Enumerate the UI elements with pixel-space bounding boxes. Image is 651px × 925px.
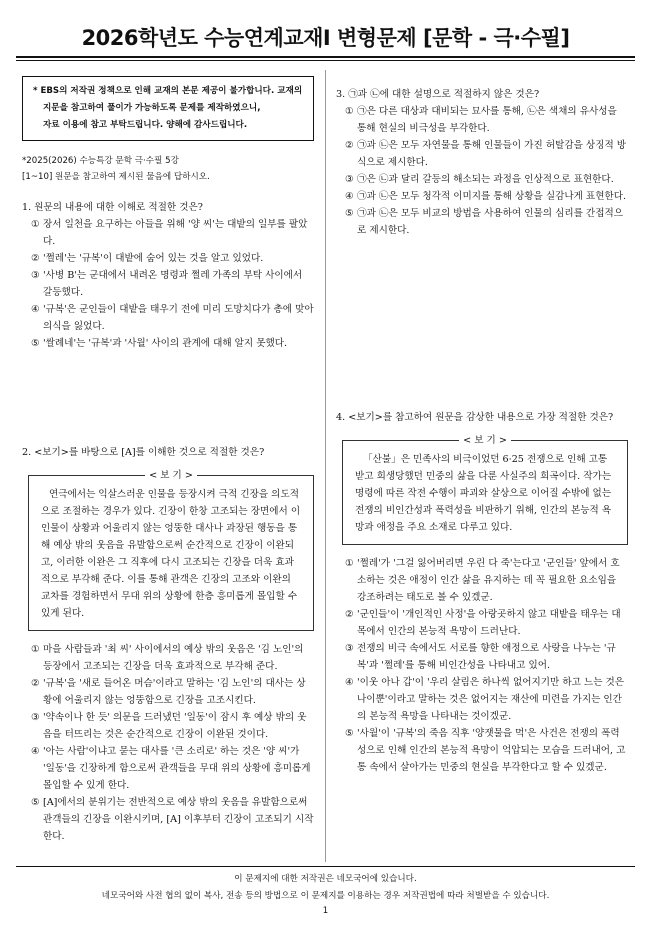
option-mark: ④ [345, 191, 354, 202]
option-item[interactable] [336, 137, 628, 171]
question-1 [22, 199, 314, 352]
option-mark: ④ [345, 677, 354, 688]
option-list [336, 103, 628, 239]
option-item[interactable] [22, 301, 314, 335]
option-mark: ⑤ [345, 728, 354, 739]
option-item[interactable] [22, 709, 314, 743]
notice-line: 지문을 참고하여 풀이가 가능하도록 문제를 제작하였으니, [43, 103, 261, 113]
option-item[interactable] [22, 641, 314, 675]
option-item[interactable] [336, 674, 628, 725]
option-list [22, 216, 314, 352]
option-mark: ③ [31, 712, 40, 723]
option-item[interactable] [336, 171, 628, 188]
footer-rule [16, 866, 635, 867]
option-mark: ④ [31, 746, 40, 757]
option-item[interactable] [336, 606, 628, 640]
notice-line: * EBS의 저작권 정책으로 인해 교재의 본문 제공이 불가합니다. 교재의 [33, 86, 303, 96]
option-item[interactable] [336, 205, 628, 239]
title-rule [16, 56, 635, 58]
copyright-notice-box [22, 76, 314, 141]
option-mark: ③ [31, 270, 40, 281]
question-stem: 2. <보기>를 바탕으로 [A]를 이해한 것으로 적절한 것은? [22, 447, 265, 458]
question-stem: 1. 원문의 내용에 대한 이해로 적절한 것은? [22, 202, 203, 213]
column-divider [325, 70, 326, 862]
option-mark: ③ [345, 643, 354, 654]
bogi-text: 연극에서는 익살스러운 인물을 등장시켜 극적 긴장을 의도적으로 조절하는 경우가 있다. 긴장이 한창 고조되는 장면에서 이 인물이 상황과 어울리지 않는 엉뚱한 대사나 과장된 행동을 통해 예상 밖의 웃음을 유발함으로써 순간적으로 긴장이 이완되고, 이러한 이완은 그 직후에 다시 고조되는 긴장을 더욱 효과적으로 부각해 준다. 이를 통해 관객은 긴장의 고조와 이완의 교차를 경험하면서 무대 위의 상황에 한층 흥미롭게 몰입할 수 있게 된다. [41, 489, 301, 619]
option-text: ㉠은 ㉡과 달리 갈등의 해소되는 과정을 인상적으로 표현한다. [357, 174, 614, 185]
option-text: '군인들'이 '개인적인 사정'을 아랑곳하지 않고 대밭을 태우는 대목에서 인간의 본능적 욕망이 드러난다. [357, 609, 621, 637]
right-column [336, 86, 628, 776]
source-info [22, 153, 314, 185]
page-number: 1 [322, 906, 329, 916]
source-line: *2025(2026) 수능특강 문학 극·수필 5강 [22, 156, 179, 166]
option-text: '아는 사람'이냐고 묻는 대사를 '큰 소리로' 하는 것은 '양 씨'가 '일동'을 긴장하게 함으로써 관객들을 무대 위의 상황에 흥미롭게 몰입할 수 있게 한다. [43, 746, 311, 791]
option-list [22, 641, 314, 845]
option-mark: ⑤ [345, 208, 354, 219]
option-text: 전쟁의 비극 속에서도 서로를 향한 애정으로 사랑을 나누는 '규복'과 '쩔레'를 통해 비인간성을 나타내고 있어. [357, 643, 616, 671]
question-stem: 4. <보기>를 참고하여 원문을 감상한 내용으로 가장 적절한 것은? [336, 412, 614, 423]
option-item[interactable] [22, 743, 314, 794]
option-text: ㉠과 ㉡은 모두 비교의 방법을 사용하여 인물의 심리를 간접적으로 제시한다. [357, 208, 624, 236]
option-item[interactable] [336, 188, 628, 205]
option-mark: ② [345, 609, 354, 620]
bogi-box [28, 470, 314, 631]
bogi-label: < 보 기 > [145, 470, 197, 481]
option-mark: ② [345, 140, 354, 151]
option-item[interactable] [336, 725, 628, 776]
option-text: ㉠과 ㉡은 모두 청각적 이미지를 통해 상황을 실감나게 표현한다. [357, 191, 627, 202]
option-mark: ④ [31, 304, 40, 315]
instruction-line: [1~10] 원문을 참고하여 제시된 물음에 답하시오. [22, 172, 210, 182]
option-item[interactable] [22, 335, 314, 352]
bogi-label: < 보 기 > [459, 435, 511, 446]
title-rule-thin [16, 60, 635, 61]
option-list [336, 555, 628, 776]
option-item[interactable] [336, 555, 628, 606]
option-text: '약속이나 한 듯' 의문을 드러냈던 '일동'이 잠시 후 예상 밖의 웃음을 터뜨리는 것은 순간적으로 긴장이 이완된 것이다. [43, 712, 307, 740]
footer-copyright: 이 문제지에 대한 저작권은 네모국어에 있습니다. [234, 874, 417, 884]
option-mark: ① [345, 558, 354, 569]
option-item[interactable] [22, 250, 314, 267]
option-mark: ③ [345, 174, 354, 185]
option-text: [A]에서의 분위기는 전반적으로 예상 밖의 웃음을 유발함으로써 관객들의 긴장을 이완시키며, [A] 이후부터 긴장이 고조되기 시작한다. [43, 797, 314, 842]
option-text: '쩔레'는 '규복'이 대밭에 숨어 있는 것을 알고 있었다. [43, 253, 264, 264]
question-2 [22, 444, 314, 845]
option-item[interactable] [22, 794, 314, 845]
option-text: '쌀례네'는 '규복'과 '사월' 사이의 관계에 대해 알지 못했다. [43, 338, 288, 349]
option-item[interactable] [22, 216, 314, 250]
option-mark: ② [31, 678, 40, 689]
question-stem: 3. ㉠과 ㉡에 대한 설명으로 적절하지 않은 것은? [336, 89, 540, 100]
option-text: '사병 B'는 군대에서 내려온 명령과 쩔레 가족의 부탁 사이에서 갈등했다. [43, 270, 303, 298]
option-item[interactable] [336, 640, 628, 674]
option-text: '규복'을 '새로 들어온 머슴'이라고 말하는 '김 노인'의 대사는 상황에 어울리지 않는 엉뚱함으로 긴장을 고조시킨다. [43, 678, 306, 706]
option-text: ㉠과 ㉡은 모두 자연물을 통해 인물들이 가진 허탈감을 상징적 방식으로 제시한다. [357, 140, 627, 168]
page-title: 2026학년도 수능연계교재Ⅰ 변형문제 [문학 - 극·수필] [81, 26, 570, 50]
notice-line: 자료 이용에 참고 부탁드립니다. 양해에 감사드립니다. [43, 120, 248, 130]
option-mark: ① [31, 644, 40, 655]
bogi-box [342, 435, 628, 545]
option-text: 마을 사람들과 '최 씨' 사이에서의 예상 밖의 웃음은 '김 노인'의 등장에서 고조되는 긴장을 더욱 효과적으로 부각해 준다. [43, 644, 304, 672]
option-text: '쩔레'가 '그걸 잃어버리면 우린 다 죽'는다고 '군인들' 앞에서 호소하는 것은 애정이 인간 삶을 유지하는 데 꼭 필요한 요소임을 강조하려는 태도로 볼 수 있겠군. [357, 558, 620, 603]
question-3 [336, 86, 628, 239]
option-mark: ⑤ [31, 797, 40, 808]
footer-warning: 네모국어와 사전 협의 없이 복사, 전송 등의 방법으로 이 문제지를 이용하는 경우 저작권법에 따라 처벌받을 수 있습니다. [101, 891, 550, 901]
option-text: 장서 일천을 요구하는 아들을 위해 '양 씨'는 대밭의 일부를 팔았다. [43, 219, 308, 247]
option-mark: ⑤ [31, 338, 40, 349]
option-item[interactable] [22, 675, 314, 709]
option-mark: ① [31, 219, 40, 230]
option-text: '사월'이 '규복'의 죽음 직후 '양잿물을 먹'은 사건은 전쟁의 폭력성으로 인해 인간의 본능적 욕망이 억압되는 모습을 드러내어, 고통 속에서 살아가는 민중의 현실을 부각한다고 할 수 있겠군. [357, 728, 626, 773]
option-mark: ② [31, 253, 40, 264]
option-text: ㉠은 다른 대상과 대비되는 묘사를 통해, ㉡은 색채의 유사성을 통해 현실의 비극성을 부각한다. [357, 106, 617, 134]
question-4 [336, 409, 628, 776]
option-item[interactable] [336, 103, 628, 137]
option-mark: ① [345, 106, 354, 117]
left-column [22, 76, 314, 845]
option-text: '이웃 아나 갑'이 '우리 살림은 하나씩 없어지기만 하고 느는 것은 나이뿐'이라고 말하는 것은 없어지는 재산에 미련을 가지는 인간의 본능적 욕망을 나타내는 것이겠군. [357, 677, 625, 722]
option-text: '규복'은 군인들이 대밭을 태우기 전에 미리 도망치다가 총에 맞아 의식을 잃었다. [43, 304, 314, 332]
option-item[interactable] [22, 267, 314, 301]
bogi-text: 「산불」은 민족사의 비극이었던 6·25 전쟁으로 인해 고통받고 희생당했던 민중의 삶을 다룬 사실주의 희곡이다. 작가는 명령에 따른 작전 수행이 파괴와 살상으로 이어질 수밖에 없는 전쟁의 비인간성과 폭력성을 비판하기 위해, 인간의 본능적 욕망과 애정을 주요 소재로 다루고 있다. [355, 454, 612, 533]
